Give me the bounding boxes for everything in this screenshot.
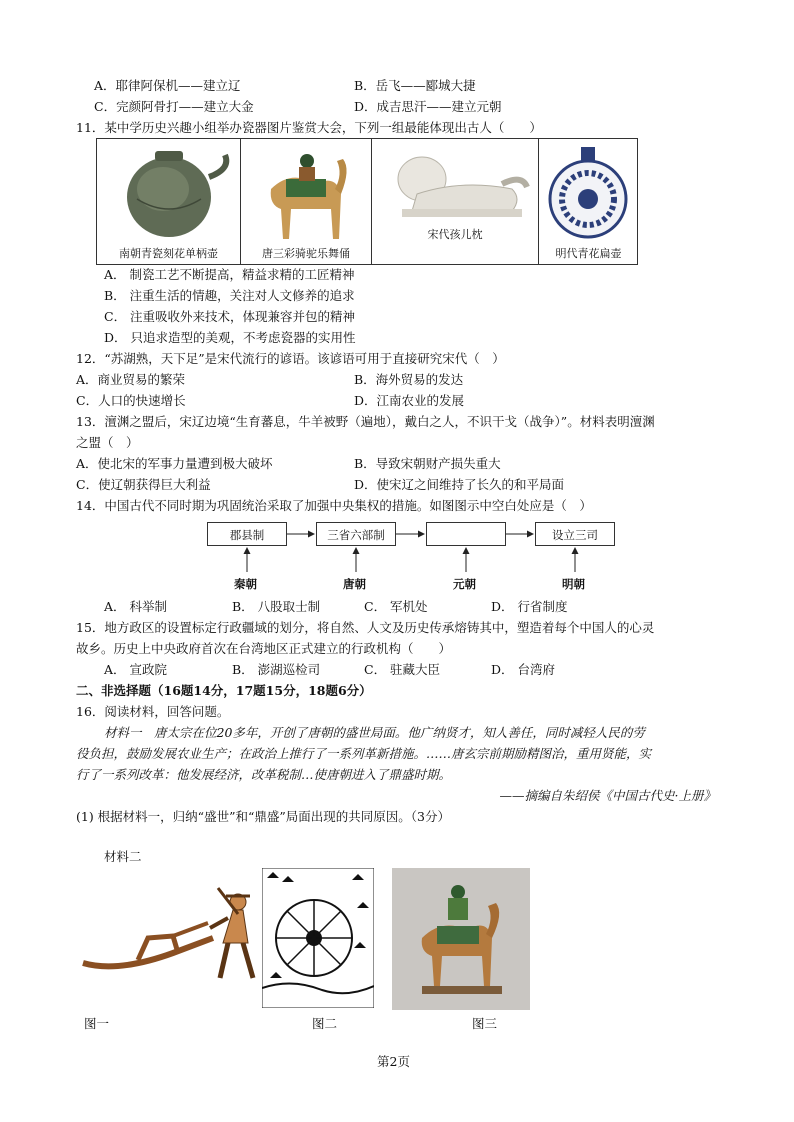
q12-option-c: C．人口的快速增长: [76, 393, 186, 408]
material1-line2: 役负担，鼓励发展农业生产；在政治上推行了一系列革新措施。……唐玄宗前期励精图治，重用贤能，实: [76, 746, 652, 761]
dynasty-label-2: 唐朝: [343, 577, 366, 591]
caption-3: 宋代孩儿枕: [427, 228, 483, 241]
q11-option-c: C． 注重吸收外来技术，体现兼容并包的精神: [104, 309, 356, 324]
q15-option-c: C． 驻藏大臣: [364, 662, 441, 677]
dynasty-label-3: 元朝: [453, 577, 476, 591]
q13-option-d: D．使宋辽之间维持了长久的和平局面: [354, 477, 565, 492]
q11-stem: 11．某中学历史兴趣小组举办瓷器图片鉴赏大会，下列一组最能体现出古人（ ）: [76, 120, 542, 135]
caption-2: 唐三彩骑驼乐舞俑: [262, 247, 350, 260]
q10-option-a: A．耶律阿保机——建立辽: [94, 78, 241, 93]
q12-option-a: A．商业贸易的繁荣: [76, 372, 186, 387]
q12-option-b: B．海外贸易的发达: [354, 372, 464, 387]
q14-stem: 14．中国古代不同时期为巩固统治采取了加强中央集权的措施。如图图示中空白处应是（ ）: [76, 498, 592, 513]
q14-option-b: B． 八股取士制: [232, 599, 321, 614]
q14-option-c: C． 军机处: [364, 599, 428, 614]
q13-stem-line1: 13．澶渊之盟后，宋辽边境“生育蕃息，牛羊被野（遍地），戴白之人，不识干戈（战争）”。材料表明澶渊: [76, 414, 655, 429]
page-number: 第2页: [377, 1054, 410, 1069]
plowing-farmer-image: [78, 878, 263, 998]
q15-option-d: D． 台湾府: [491, 662, 555, 677]
material1-source: ——摘编自朱绍侯《中国古代史·上册》: [499, 788, 716, 803]
q12-stem: 12．“苏湖熟，天下足”是宋代流行的谚语。该谚语可用于直接研究宋代（ ）: [76, 351, 505, 366]
q13-option-a: A．使北宋的军事力量遭到极大破坏: [76, 456, 273, 471]
q11-option-b: B． 注重生活的情趣，关注对人文修养的追求: [104, 288, 355, 303]
q15-stem-line2: 故乡。历史上中央政府首次在台湾地区正式建立的行政机构（ ）: [76, 641, 452, 656]
q13-stem-line2: 之盟（ ）: [76, 435, 139, 450]
caption-1: 南朝青瓷刻花单柄壶: [119, 247, 218, 260]
q14-option-d: D． 行省制度: [491, 599, 568, 614]
q11-option-d: D． 只追求造型的美观，不考虑瓷器的实用性: [104, 330, 356, 345]
flow-box-4: 设立三司: [535, 522, 615, 546]
caption-4: 明代青花扁壶: [555, 247, 622, 260]
material1-line1: 材料一 唐太宗在位20多年，开创了唐朝的盛世局面。他广纳贤才，知人善任，同时减轻人民的劳: [104, 725, 645, 740]
q12-option-d: D．江南农业的发展: [354, 393, 465, 408]
material1-line3: 行了一系列改革：他发展经济，改革税制…使唐朝进入了鼎盛时期。: [76, 767, 452, 782]
water-wheel-woodcut-image: [262, 868, 374, 1008]
tang-sancai-camel-photo: [392, 868, 530, 1010]
figure-3-label: 图三: [472, 1016, 498, 1031]
dynasty-label-4: 明朝: [562, 577, 585, 591]
q10-option-d: D．成吉思汗——建立元朝: [354, 99, 502, 114]
q14-option-a: A． 科举制: [104, 599, 168, 614]
q11-option-a: A． 制瓷工艺不断提高，精益求精的工匠精神: [104, 267, 355, 282]
material2-label: 材料二: [104, 849, 142, 864]
q16-stem: 16．阅读材料，回答问题。: [76, 704, 230, 719]
flow-box-2: 三省六部制: [316, 522, 396, 546]
q15-option-b: B． 澎湖巡检司: [232, 662, 321, 677]
flow-box-1: 郡县制: [207, 522, 287, 546]
section-heading: 二、非选择题（16题14分，17题15分，18题6分）: [76, 683, 372, 698]
q15-option-a: A． 宣政院: [104, 662, 168, 677]
figure-2-label: 图二: [312, 1016, 338, 1031]
q10-option-c: C．完颜阿骨打——建立大金: [94, 99, 254, 114]
figure-1-label: 图一: [84, 1016, 110, 1031]
q13-option-c: C．使辽朝获得巨大利益: [76, 477, 211, 492]
q10-option-b: B．岳飞——郾城大捷: [354, 78, 476, 93]
q13-option-b: B．导致宋朝财产损失重大: [354, 456, 501, 471]
q16-sub-question-1: (1) 根据材料一，归纳“盛世”和“鼎盛”局面出现的共同原因。（3分）: [76, 809, 450, 824]
dynasty-label-1: 秦朝: [234, 577, 257, 591]
q15-stem-line1: 15．地方政区的设置标定行政疆域的划分，将自然、人文及历史传承熔铸其中，塑造着每个中国人的心灵: [76, 620, 655, 635]
